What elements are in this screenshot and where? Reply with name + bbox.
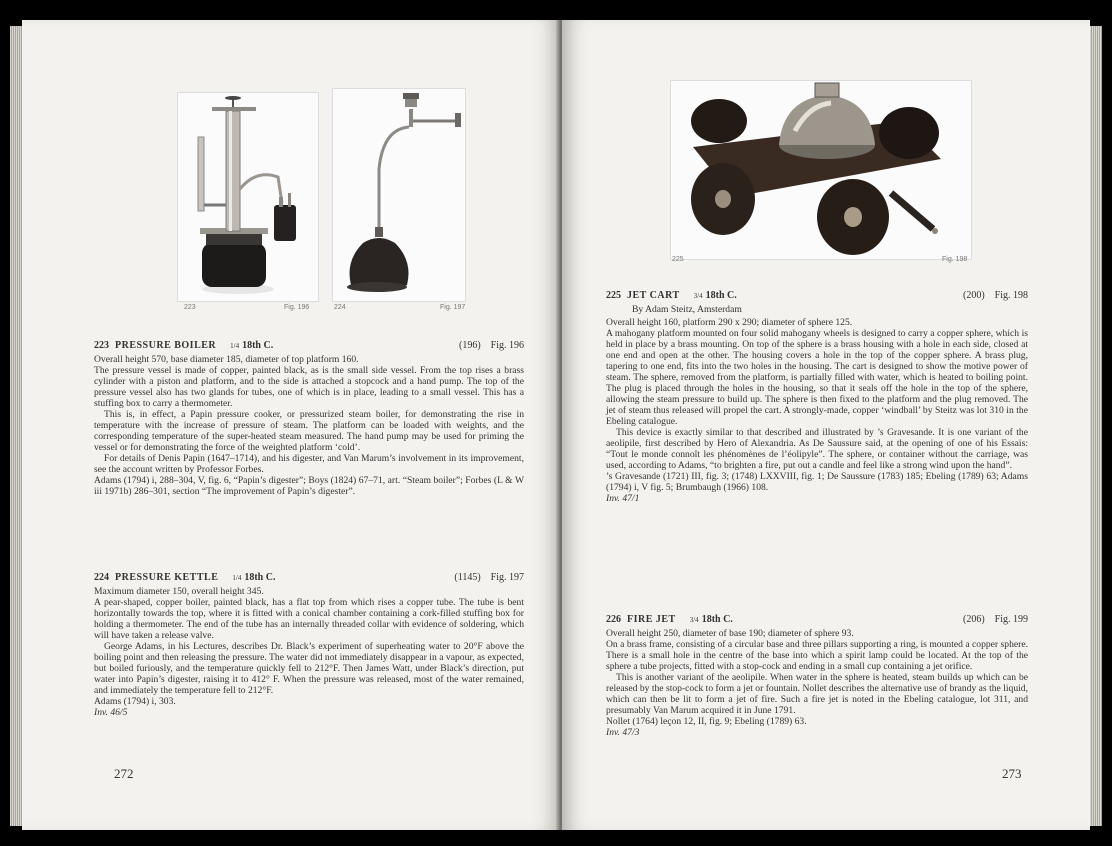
paragraph: George Adams, in his Lectures, describes Dr. Black’s experiment of superheating water to 20°F above the boiling point and then releasing the pressure. The water did not immediately disappear in a vapour, as expected, but boiled furiously, and the temperature quickly fell to 212°F. Then James Watt, under Black’s direction, put water into Papin’s digester, raising it to 412° F. When the pressure was released, most of the water remained, and immediately the temperature fell to 212°F.: [94, 641, 524, 696]
inventory-number: (200): [962, 290, 985, 301]
century: 18th C.: [244, 572, 276, 583]
entry-number: 224: [94, 572, 109, 583]
entry-223-heading: [94, 340, 524, 352]
pressure-boiler-illustration: [178, 93, 318, 301]
century: 18th C.: [701, 614, 733, 625]
scale-fraction: 3/4: [689, 616, 699, 624]
entry-224-heading: [94, 572, 524, 584]
photo-pressure-boiler: [177, 92, 319, 302]
page-number-left: 272: [114, 766, 134, 781]
caption-224-number: 224: [334, 304, 346, 311]
paragraph: This device is exactly similar to that described and illustrated by ’s Gravesande. It is one variant of the aeolipile, first described by Hero of Alexandria. As De Saussure said, at the opening of one of his Essais: “Tout le monde connoît les phénomènes de l’éolipyle”. The sphere, or container without the carriage, was used, according to Adams, “to brighten a fire, put out a candle and feel like a strong wind upon the hand”.: [606, 427, 1028, 471]
references: Nollet (1764) leçon 12, II, fig. 9; Ebeling (1789) 63.: [606, 716, 807, 727]
jet-cart-illustration: [671, 81, 971, 259]
scale-fraction: 1/4: [232, 574, 242, 582]
figure-reference: Fig. 199: [994, 614, 1028, 625]
entry-226-heading: [606, 614, 1028, 626]
inventory-number: (1145): [454, 572, 481, 583]
caption-223-number: 223: [184, 304, 196, 311]
figure-reference: Fig. 196: [490, 340, 524, 351]
entry-number: 223: [94, 340, 109, 351]
right-page: [562, 20, 1090, 830]
entry-223: [94, 340, 524, 497]
inventory-note: Inv. 46/5: [94, 707, 128, 718]
references: Adams (1794) i, 288–304, V, fig. 6, “Papin’s digester”; Boys (1824) 67–71, art. “Steam boiler”; Forbes (L & W iii 1971b) 286–301, section “The improvement of Papin’s digester”.: [94, 475, 524, 497]
left-page: [22, 20, 560, 830]
entry-number: 226: [606, 614, 621, 625]
paragraph: This is another variant of the aeolipile. When water in the sphere is heated, steam builds up which can be released by the stop-cock to form a jet or fountain. Nollet describes the alternative use of brandy as the liquid, which can then be lit to form a jet of fire. Such a fire jet is noted in the Ebeling catalogue, lot 311, and presumably Van Marum acquired it in June 1791.: [606, 672, 1028, 716]
paragraph: Overall height 570, base diameter 185, diameter of top platform 160.: [94, 354, 359, 365]
paragraph: Overall height 250, diameter of base 190; diameter of sphere 93.: [606, 628, 854, 639]
pressure-kettle-illustration: [333, 89, 465, 301]
references: Adams (1794) i, 303.: [94, 696, 176, 707]
century: 18th C.: [242, 340, 274, 351]
entry-225: [606, 290, 1028, 504]
entry-title: PRESSURE KETTLE: [115, 572, 219, 583]
paragraph: A mahogany platform mounted on four solid mahogany wheels is designed to carry a copper sphere, which is held in place by a brass mounting. On top of the sphere is a brass housing with a hole in each side, closed at one end and open at the other. The housing covers a hole in the top of the copper sphere. A brass plug, tapering to one end, fits into the two holes in the housing. The cart is designed to show the motive power of steam. The sphere, removed from the platform, is partially filled with water, which is heated to boiling point. The plug is placed through the holes in the housing, so that it seals off the hole in the top of the sphere, allowing the steam pressure to build up. The sphere is then fixed to the platform and the plug removed. The jet of steam thus released will propel the cart. A strongly-made, copper ‘windball’ by Steitz was lot 310 in the Ebeling catalogue.: [606, 328, 1028, 427]
inventory-number: (206): [962, 614, 985, 625]
entry-title: PRESSURE BOILER: [115, 340, 217, 351]
entry-number: 225: [606, 290, 621, 301]
paragraph: For details of Denis Papin (1647–1714), and his digester, and Van Marum’s involvement in its improvement, see the account written by Professor Forbes.: [94, 453, 524, 475]
inventory-number: (196): [458, 340, 481, 351]
inventory-note: Inv. 47/3: [606, 727, 640, 738]
paragraph: The pressure vessel is made of copper, painted black, as is the small side vessel. From the top rises a brass cylinder with a piston and platform, and to the side is attached a stopcock and a hand pump. The top of the pressure vessel also has two glands for tubes, one of which is in place, leading to a small vessel. This has a stuffing box to carry a thermometer.: [94, 365, 524, 409]
entry-224: [94, 572, 524, 718]
photo-pressure-kettle: [332, 88, 466, 302]
photo-jet-cart: [670, 80, 972, 260]
paragraph: A pear-shaped, copper boiler, painted black, has a flat top from which rises a copper tube. The tube is bent horizontally towards the top, where it is fitted with a conical chamber containing a cork-filled stuffing box for holding a thermometer. The end of the tube has an internally threaded collar with evidence of soldering, which will have taken a release valve.: [94, 597, 524, 641]
century: 18th C.: [705, 290, 737, 301]
entry-226: [606, 614, 1028, 738]
scale-fraction: 1/4: [230, 342, 240, 350]
entry-title: JET CART: [627, 290, 680, 301]
paragraph: Overall height 160, platform 290 x 290; diameter of sphere 125.: [606, 317, 853, 328]
figure-reference: Fig. 198: [994, 290, 1028, 301]
caption-223-fig: Fig. 196: [284, 304, 310, 311]
entry-225-heading: [606, 290, 1028, 302]
figure-reference: Fig. 197: [490, 572, 524, 583]
paragraph: This is, in effect, a Papin pressure cooker, or pressurized steam boiler, for demonstrating the rise in temperature with the increase of pressure of steam. The platform can be loaded with weights, and the corresponding temperature of the super-heated steam measured. The hand pump may be used for priming the vessel or for demonstrating the force of the weighted platform ‘cold’.: [94, 409, 524, 453]
caption-225-number: 225: [672, 256, 684, 263]
scale-fraction: 3/4: [693, 292, 703, 300]
inventory-note: Inv. 47/1: [606, 493, 640, 504]
page-edges-right: [1090, 26, 1102, 826]
paragraph: On a brass frame, consisting of a circular base and three pillars supporting a ring, is mounted a copper sphere. There is a small hole in the centre of the base into which a spirit lamp could be located. At the top of the sphere a tube projects, fitted with a stop-cock and ending in a small cup containing a jet orifice.: [606, 639, 1028, 672]
page-number-right: 273: [1002, 766, 1022, 781]
paragraph: Maximum diameter 150, overall height 345.: [94, 586, 264, 597]
caption-225-fig: Fig. 198: [942, 256, 968, 263]
caption-224-fig: Fig. 197: [440, 304, 466, 311]
maker-line: By Adam Steitz, Amsterdam: [632, 304, 742, 315]
entry-title: FIRE JET: [627, 614, 676, 625]
references: ’s Gravesande (1721) III, fig. 3; (1748) LXXVIII, fig. 1; De Saussure (1783) 185; Ebeling (1789) 63; Adams (1794) i, V fig. 5; Brumbaugh (1966) 108.: [606, 471, 1028, 493]
page-edges-left: [10, 26, 22, 826]
